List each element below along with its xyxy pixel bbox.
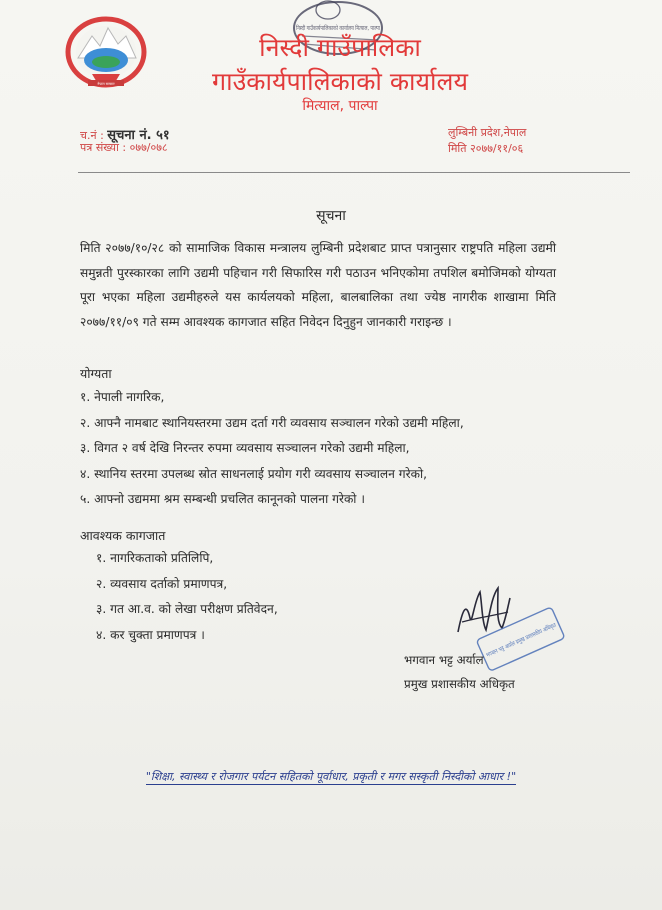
eligibility-item: १. नेपाली नागरिक, [80,390,165,404]
emblem-text: नेपाल सरकार [97,82,115,86]
issue-date: मिति २०७७/११/०६ [448,142,524,155]
notice-body: मिति २०७७/१०/२८ को सामाजिक विकास मन्त्रालय लुम्बिनी प्रदेशबाट प्राप्त पत्रानुसार राष्ट्रपति महिला उद्यमी समुन्नती पुरस्कारका लागि उद्यमी पहिचान गरी सिफारिस गरी पठाउन भनिएकोमा तपशिल बमोजिमको योग्यता पूरा भएका महिला उद्यमीहरुले यस कार्यलयको महिला, बालबालिका तथा ज्येष्ठ नागरीक शाखामा मिति २०७७/११/०९ गते सम्म आवश्यक कागजात सहित निवेदन दिनुहुन जानकारी गराइन्छ । [80,241,556,329]
footer-motto-text: "शिक्षा, स्वास्थ्य र रोजगार पर्यटन सहितको पूर्वाधार, प्रकृती र मगर सस्कृती निस्दीको आधार !" [145,770,517,783]
signatory-title: प्रमुख प्रशासकीय अधिकृत [404,677,515,691]
letter-number [80,140,168,155]
letter-number-label: पत्र संख्या : [80,141,127,154]
footer-motto [0,769,662,784]
officer-seal-icon [474,608,579,672]
eligibility-item: ५. आफ्नो उद्यममा श्रम सम्बन्धी प्रचलित कानूनको पालना गरेको । [80,492,365,506]
office-name: निस्दी गाउँपालिका [259,33,421,62]
top-stamp-text: निस्दी गाउँकार्यपालिकाको कार्यालय मित्याल, पाल्पा [296,25,406,32]
reference-value: सूचना नं. ५१ [107,128,170,143]
header-divider [78,172,630,173]
seal-text: भगवान भट्ट अर्याल प्रमुख प्रशासकीय अधिकृत [485,612,579,660]
eligibility-list [80,388,464,516]
eligibility-item: ३. विगत २ वर्ष देखि निरन्तर रुपमा व्यवसाय सञ्चालन गरेको उद्यमी महिला, [80,441,410,455]
reference-label: च.नं : [80,129,104,142]
eligibility-item: २. आफ्नै नामबाट स्थानियस्तरमा उद्यम दर्ता गरी व्यवसाय सञ्चालन गरेको उद्यमी महिला, [80,415,464,430]
eligibility-item: ४. स्थानिय स्तरमा उपलब्ध स्रोत साधनलाई प्रयोग गरी व्यवसाय सञ्चालन गरेको, [80,466,428,481]
documents-list [96,549,278,651]
document-item: १. नागरिकताको प्रतिलिपि, [96,551,214,565]
document-item: २. व्यवसाय दर्ताको प्रमाणपत्र, [96,576,228,591]
province-name: लुम्बिनी प्रदेश,नेपाल [448,126,527,139]
eligibility-title: योग्यता [80,366,112,381]
document-item: ४. कर चुक्ता प्रमाणपत्र । [96,627,205,642]
documents-title: आवश्यक कागजात [80,528,166,543]
nepal-emblem-icon [64,14,148,90]
letter-number-value: ०७७/०७८ [129,141,168,154]
signatory-name: भगवान भट्ट अर्याल [404,653,484,667]
office-type: गाउँकार्यपालिकाको कार्यालय [212,67,468,96]
office-location: मित्याल, पाल्पा [302,98,378,114]
document-item: ३. गत आ.व. को लेखा परीक्षण प्रतिवेदन, [96,602,278,616]
notice-title: सूचना [316,208,346,224]
